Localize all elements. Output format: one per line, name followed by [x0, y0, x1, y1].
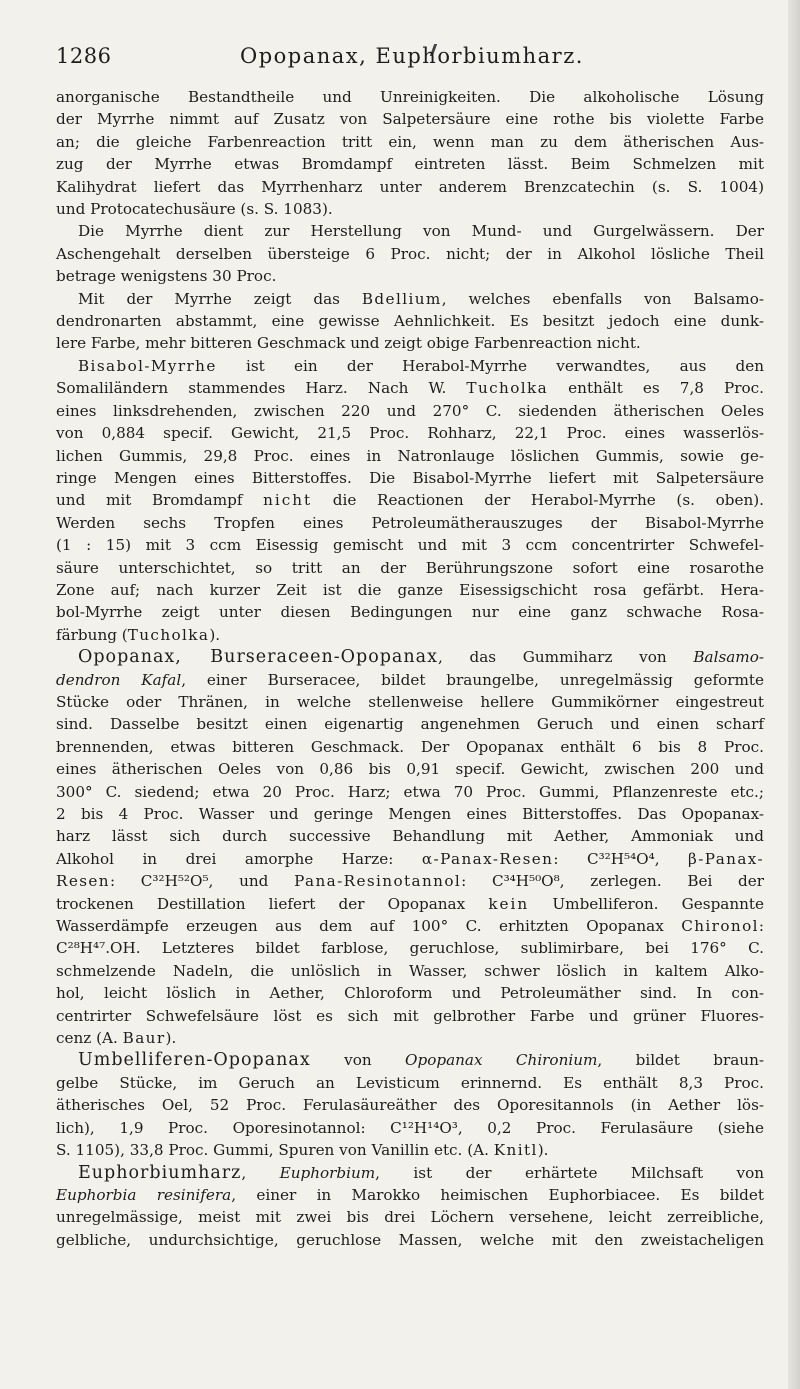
text-line: ätherisches Oel, 52 Proc. Ferulasäureäther des Oporesitannols (in Aether lös-	[56, 1096, 764, 1115]
text-line: färbung (Tucholka).	[56, 625, 221, 644]
author-name: Knitl	[493, 1141, 538, 1160]
term-pana-resinotannol: Pana-Resinotannol	[294, 872, 462, 891]
text-line: unregelmässige, meist mit zwei bis drei Löchern versehene, leicht zerreibliche,	[56, 1208, 764, 1227]
text-line: zug der Myrrhe etwas Bromdampf eintreten lässt. Beim Schmelzen mit	[56, 155, 764, 174]
text-line: Euphorbia resinifera, einer in Marokko heimischen Euphorbiacee. Es bildet	[56, 1185, 764, 1204]
text-line: sind. Dasselbe besitzt einen eigenartig angenehmen Geruch und einen scharf	[56, 715, 764, 734]
text-line: und mit Bromdampf nicht die Reactionen der Herabol-Myrrhe (s. oben).	[56, 491, 764, 510]
text-line: lichen Gummis, 29,8 Proc. eines in Natronlauge löslichen Gummis, sowie ge-	[56, 446, 764, 465]
term-opopanax: Opopanax, Burseraceen-Opopanax	[78, 647, 438, 668]
text-line: an; die gleiche Farbenreaction tritt ein, wenn man zu dem ätherischen Aus-	[56, 132, 764, 151]
latin-name: Balsamo-	[693, 648, 764, 667]
term-euphorbiumharz: Euphorbiumharz	[78, 1162, 242, 1183]
text-line: ringe Mengen eines Bitterstoffes. Die Bisabol-Myrrhe liefert mit Salpetersäure	[56, 468, 764, 487]
text-line: dendron Kafal, einer Burseracee, bildet braungelbe, unregelmässig geformte	[56, 670, 764, 689]
latin-name: Euphorbia resinifera	[56, 1185, 232, 1204]
term-umbelliferen-opopanax: Umbelliferen-Opopanax	[78, 1050, 311, 1071]
text-line: C²⁸H⁴⁷.OH. Letzteres bildet farblose, geruchlose, sublimirbare, bei 176° C.	[56, 939, 764, 958]
text-line: von 0,884 specif. Gewicht, 21,5 Proc. Rohharz, 22,1 Proc. eines wasserlös-	[56, 424, 764, 443]
text-line: und Protocatechusäure (s. S. 1083).	[56, 200, 333, 219]
text-line: gelbliche, undurchsichtige, geruchlose Massen, welche mit den zweistacheligen	[56, 1230, 764, 1249]
text-line: Kalihydrat liefert das Myrrhenharz unter anderem Brenzcatechin (s. S. 1004)	[56, 177, 764, 196]
page-edge	[788, 0, 800, 1389]
text-line: Euphorbiumharz, Euphorbium, ist der erhärtete Milchsaft von	[78, 1162, 764, 1183]
text-line: Bisabol-Myrrhe ist ein der Herabol-Myrrhe verwandtes, aus den	[78, 356, 764, 375]
running-header	[56, 44, 756, 74]
term-chironol: Chironol	[681, 917, 759, 936]
text-line: 300° C. siedend; etwa 20 Proc. Harz; etwa 70 Proc. Gummi, Pflanzenreste etc.;	[56, 782, 764, 801]
latin-name: dendron Kafal	[56, 670, 182, 689]
author-name: Tucholka	[466, 379, 549, 398]
text-line: Alkohol in drei amorphe Harze: α-Panax-Resen: C³²H⁵⁴O⁴, β-Panax-	[56, 849, 765, 868]
text-line: eines linksdrehenden, zwischen 220 und 270° C. siedenden ätherischen Oeles	[56, 401, 764, 420]
latin-name: Euphorbium	[279, 1163, 376, 1182]
text-line: Die Myrrhe dient zur Herstellung von Mund- und Gurgelwässern. Der	[78, 222, 764, 241]
emphasis: kein	[488, 894, 530, 913]
text-line: Werden sechs Tropfen eines Petroleumätherauszuges der Bisabol-Myrrhe	[56, 513, 764, 532]
text-line: Resen: C³²H⁵²O⁵, und Pana-Resinotannol: C³⁴H⁵⁰O⁸, zerlegen. Bei der	[56, 872, 764, 891]
page-number: 1286	[56, 44, 112, 68]
text-line: lich), 1,9 Proc. Oporesinotannol: C¹²H¹⁴O³, 0,2 Proc. Ferulasäure (siehe	[56, 1118, 764, 1137]
text-line: S. 1105), 33,8 Proc. Gummi, Spuren von Vanillin etc. (A. Knitl).	[56, 1141, 549, 1160]
text-line: centrirter Schwefelsäure löst es sich mit gelbrother Farbe und grüner Fluores-	[56, 1006, 764, 1025]
text-line: Stücke oder Thränen, in welche stellenweise hellere Gummikörner eingestreut	[56, 692, 764, 711]
text-line: trockenen Destillation liefert der Opopanax kein Umbelliferon. Gespannte	[56, 894, 765, 913]
text-line: brennenden, etwas bitteren Geschmack. Der Opopanax enthält 6 bis 8 Proc.	[56, 737, 764, 756]
latin-name: Opopanax Chironium	[405, 1051, 598, 1070]
term-bdellium: Bdellium	[361, 289, 442, 308]
text-line: Opopanax, Burseraceen-Opopanax, das Gummiharz von Balsamo-	[78, 647, 764, 668]
term-alpha-panax-resen: α-Panax-Resen	[421, 849, 554, 868]
text-line: Wasserdämpfe erzeugen aus dem auf 100° C. erhitzten Opopanax Chironol:	[56, 917, 764, 936]
text-line: Mit der Myrrhe zeigt das Bdellium, welches ebenfalls von Balsamo-	[78, 289, 764, 308]
text-line: anorganische Bestandtheile und Unreinigkeiten. Die alkoholische Lösung	[56, 88, 764, 106]
text-line: cenz (A. Baur).	[56, 1029, 177, 1048]
term-bisabol-myrrhe: Bisabol-Myrrhe	[78, 356, 217, 375]
book-page	[56, 0, 784, 1389]
text-line: lere Farbe, mehr bitteren Geschmack und zeigt obige Farbenreaction nicht.	[56, 334, 641, 353]
text-line: schmelzende Nadeln, die unlöslich in Wasser, schwer löslich in kaltem Alko-	[56, 961, 764, 980]
text-line: Somaliländern stammendes Harz. Nach W. Tucholka enthält es 7,8 Proc.	[56, 379, 764, 398]
text-line: hol, leicht löslich in Aether, Chloroform und Petroleumäther sind. In con-	[56, 984, 764, 1003]
text-line: Umbelliferen-Opopanax von Opopanax Chironium, bildet braun-	[78, 1050, 764, 1071]
author-name: Baur	[122, 1029, 166, 1048]
text-line: Aschengehalt derselben übersteige 6 Proc. nicht; der in Alkohol lösliche Theil	[56, 244, 764, 263]
author-name: Tucholka	[127, 625, 210, 644]
term-beta-panax: β-Panax-	[688, 849, 765, 868]
text-line: eines ätherischen Oeles von 0,86 bis 0,91 specif. Gewicht, zwischen 200 und	[56, 760, 764, 779]
text-line: 2 bis 4 Proc. Wasser und geringe Mengen eines Bitterstoffes. Das Opopanax-	[56, 805, 764, 823]
emphasis: nicht	[263, 491, 313, 510]
term-resen: Resen	[56, 872, 110, 891]
text-line: betrage wenigstens 30 Proc.	[56, 267, 277, 286]
text-line: dendronarten abstammt, eine gewisse Aehnlichkeit. Es besitzt jedoch eine dunk-	[56, 312, 764, 331]
text-line: (1 : 15) mit 3 ccm Eisessig gemischt und mit 3 ccm concentrirter Schwefel-	[56, 536, 764, 555]
text-line: Zone auf; nach kurzer Zeit ist die ganze Eisessigschicht rosa gefärbt. Hera-	[56, 580, 764, 599]
text-line: säure unterschichtet, so tritt an der Berührungszone sofort eine rosarothe	[56, 558, 764, 577]
text-line: der Myrrhe nimmt auf Zusatz von Salpetersäure eine rothe bis violette Farbe	[56, 110, 764, 129]
text-line: harz lässt sich durch successive Behandlung mit Aether, Ammoniak und	[56, 827, 764, 846]
body-text	[56, 86, 764, 1251]
text-line: gelbe Stücke, im Geruch an Levisticum erinnernd. Es enthält 8,3 Proc.	[56, 1073, 764, 1092]
text-line: bol-Myrrhe zeigt unter diesen Bedingungen nur eine ganz schwache Rosa-	[56, 603, 764, 622]
running-title: Opopanax, Euphorbiumharz.	[240, 44, 584, 68]
